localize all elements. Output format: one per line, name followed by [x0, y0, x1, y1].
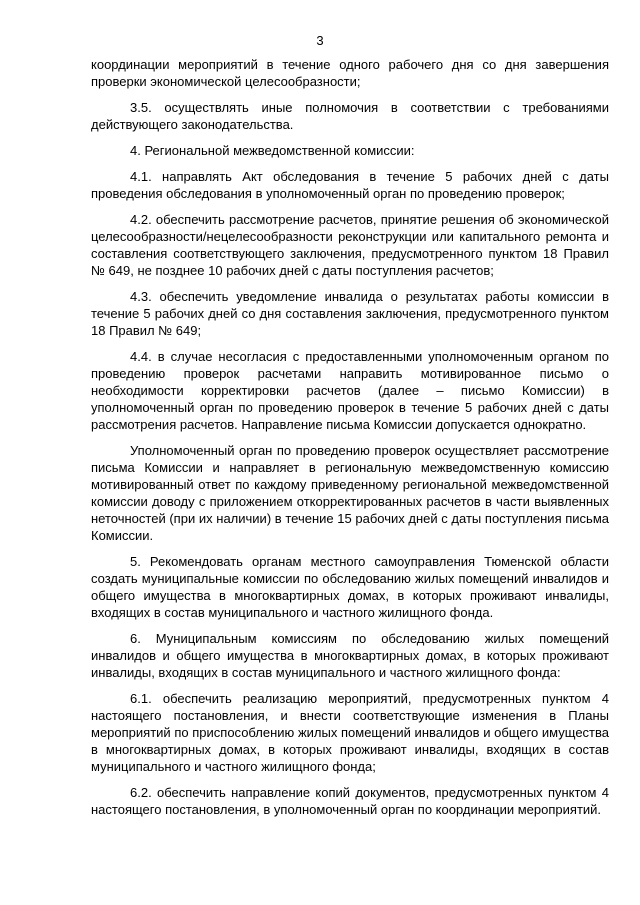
paragraph-continuation: координации мероприятий в течение одного рабочего дня со дня завершения проверки экономической целесообразности; [91, 57, 609, 89]
paragraph-6-1: 6.1. обеспечить реализацию мероприятий, предусмотренных пунктом 4 настоящего постановления, и внести соответствующие изменения в Планы мероприятий по приспособлению жилых помещений инвалидов и общего имущества в многоквартирных домах, в которых проживают инвалиды, входящих в состав муниципального и частного жилищного фонда; [91, 691, 609, 774]
paragraph-6: 6. Муниципальным комиссиям по обследованию жилых помещений инвалидов и общего имущества в многоквартирных домах, в которых проживают инвалиды, входящих в состав муниципального и частного жилищного фонда: [91, 631, 609, 680]
paragraph-4-4: 4.4. в случае несогласия с предоставленными уполномоченным органом по проведению проверок расчетами направить мотивированное письмо о необходимости корректировки расчетов (далее – письмо Комиссии) в уполномоченный орган по проведению проверок в течение 5 рабочих дней с даты рассмотрения расчетов. Направление письма Комиссии допускается однократно. [91, 349, 609, 432]
paragraph-4-heading: 4. Региональной межведомственной комиссии: [130, 143, 415, 158]
page-number: 3 [316, 33, 324, 48]
paragraph-5: 5. Рекомендовать органам местного самоуправления Тюменской области создать муниципальные комиссии по обследованию жилых помещений инвалидов и общего имущества в многоквартирных домах, в которых проживают инвалиды, входящих в состав муниципального и частного жилищного фонда. [91, 554, 609, 620]
paragraph-4-3: 4.3. обеспечить уведомление инвалида о результатах работы комиссии в течение 5 рабочих дней со дня составления заключения, предусмотренного пунктом 18 Правил № 649; [91, 289, 609, 338]
paragraph-6-2: 6.2. обеспечить направление копий документов, предусмотренных пунктом 4 настоящего постановления, в уполномоченный орган по координации мероприятий. [91, 785, 609, 817]
document-body [91, 56, 609, 827]
paragraph-4-1: 4.1. направлять Акт обследования в течение 5 рабочих дней с даты проведения обследования в уполномоченный орган по проведению проверок; [91, 169, 609, 201]
paragraph-authorized-body: Уполномоченный орган по проведению проверок осуществляет рассмотрение письма Комиссии и направляет в региональную межведомственную комиссию мотивированный ответ по каждому приведенному региональной межведомственной комиссии доводу с приложением откорректированных расчетов в части выявленных неточностей (при их наличии) в течение 15 рабочих дней с даты поступления письма Комиссии. [91, 443, 609, 543]
paragraph-3-5: 3.5. осуществлять иные полномочия в соответствии с требованиями действующего законодательства. [91, 100, 609, 132]
paragraph-4-2: 4.2. обеспечить рассмотрение расчетов, принятие решения об экономической целесообразности/нецелесообразности реконструкции или капитального ремонта и составления соответствующего заключения, предусмотренного пунктом 18 Правил № 649, не позднее 10 рабочих дней с даты поступления расчетов; [91, 212, 609, 278]
